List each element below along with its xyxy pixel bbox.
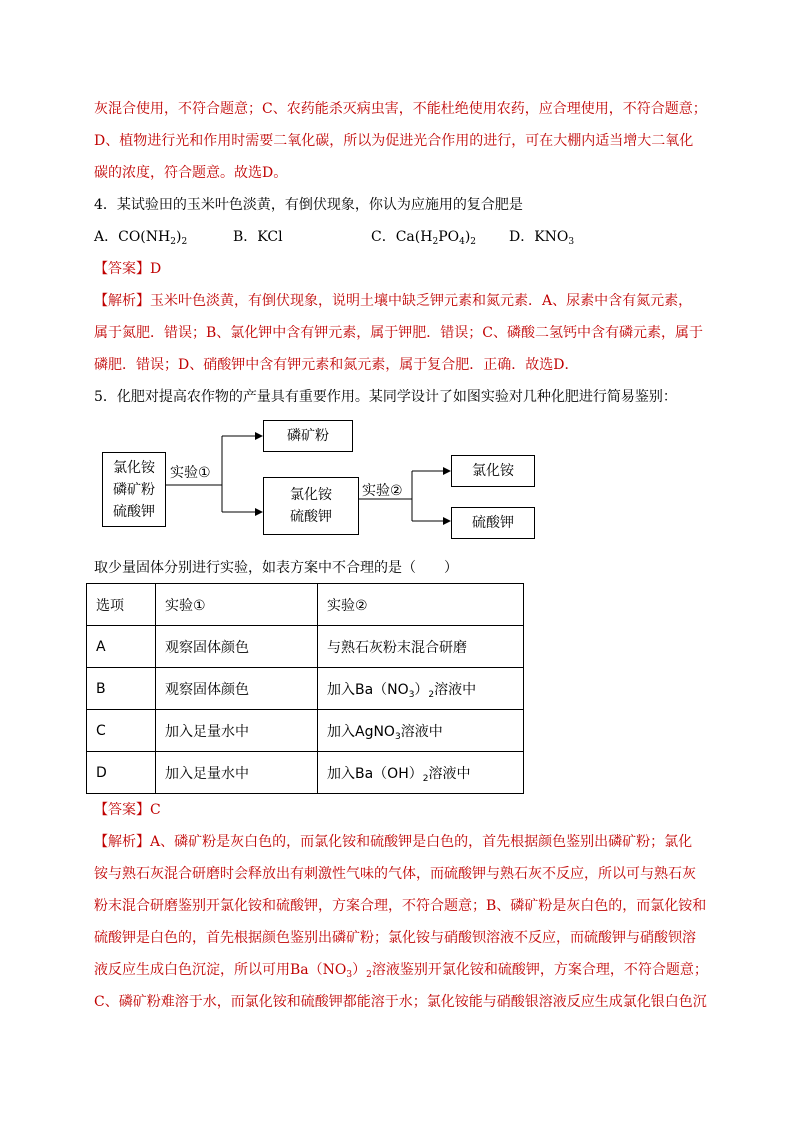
- diagram-phosphate-label: 磷矿粉: [287, 428, 329, 444]
- question-5-stem: 5．化肥对提高农作物的产量具有重要作用。某同学设计了如图实验对几种化肥进行简易鉴别：: [94, 389, 677, 405]
- question-5-analysis-line-6: C、磷矿粉难溶于水，而氯化铵和硫酸钾都能溶于水；氯化铵能与硝酸银溶液反应生成氯化银白色沉: [94, 994, 707, 1010]
- table-header-cell: 实验①: [156, 584, 318, 626]
- question-4-option-d: D．$KNO_3$: [509, 229, 575, 247]
- diagram-experiment-1-label: 实验①: [170, 465, 211, 481]
- question-5-analysis-line-2: 铵与熟石灰混合研磨时会释放出有刺激性气味的气体，而硫酸钾与熟石灰不反应，所以可与熟石灰: [94, 866, 696, 882]
- diagram-middle-item: 氯化铵: [290, 487, 332, 503]
- question-4-stem: 4．某试验田的玉米叶色淡黄，有倒伏现象，你认为应施用的复合肥是: [94, 197, 523, 213]
- question-4-option-b: B．KCl: [233, 229, 283, 245]
- table-header-cell: 选项: [87, 584, 156, 626]
- table-cell: D: [87, 752, 156, 794]
- question-4-analysis-line-1: 【解析】玉米叶色淡黄，有倒伏现象，说明土壤中缺乏钾元素和氮元素．A、尿素中含有氮元素，: [94, 293, 693, 309]
- experiment-table: [86, 583, 524, 794]
- question-5-analysis-line-3: 粉末混合研磨鉴别开氯化铵和硫酸钾，方案合理，不符合题意；B、磷矿粉是灰白色的，而氯化铵和: [94, 898, 707, 914]
- question-4-analysis-line-2: 属于氮肥．错误；B、氯化钾中含有钾元素，属于钾肥．错误；C、磷酸二氢钙中含有磷元素，属于: [94, 325, 703, 341]
- diagram-output-ammonium-box: [451, 455, 535, 487]
- diagram-output-ammonium-label: 氯化铵: [472, 463, 514, 479]
- question-4-answer: 【答案】D: [94, 261, 162, 277]
- diagram-start-box: [102, 452, 166, 527]
- question-5-analysis-line-1: 【解析】A、磷矿粉是灰白色的，而氯化铵和硫酸钾是白色的，首先根据颜色鉴别出磷矿粉；氯化: [94, 834, 693, 850]
- diagram-experiment-2-label: 实验②: [362, 483, 403, 499]
- question-5-analysis-line-5: 液反应生成白色沉淀，所以可用$Ba(NO_3)_2$溶液鉴别开氯化铵和硫酸钾，方案合理，不符合题意；: [94, 962, 708, 980]
- diagram-phosphate-box: [263, 420, 353, 452]
- table-cell: 加入足量水中: [156, 752, 318, 794]
- table-cell: 观察固体颜色: [156, 626, 318, 668]
- question-4-option-a: A．$CO(NH_2)_2$: [94, 229, 188, 247]
- table-cell: 加入$Ba(NO_3)_2$溶液中: [318, 668, 524, 710]
- table-cell: 加入AgNO$_3$溶液中: [318, 710, 524, 752]
- diagram-middle-item: 硫酸钾: [290, 509, 332, 525]
- prev-analysis-line-2: D、植物进行光和作用时需要二氧化碳，所以为促进光合作用的进行，可在大棚内适当增大二氧化: [94, 133, 694, 149]
- question-4-analysis-line-3: 磷肥．错误；D、硝酸钾中含有钾元素和氮元素，属于复合肥．正确．故选D．: [94, 357, 579, 373]
- table-cell: 加入$Ba(OH)_2$溶液中: [318, 752, 524, 794]
- diagram-output-potassium-box: [451, 507, 535, 539]
- table-cell: 与熟石灰粉末混合研磨: [318, 626, 524, 668]
- table-cell: A: [87, 626, 156, 668]
- table-row: [87, 626, 524, 668]
- prev-analysis-line-3: 碳的浓度，符合题意。故选D。: [94, 165, 288, 181]
- table-row: [87, 752, 524, 794]
- table-cell: C: [87, 710, 156, 752]
- diagram-start-item: 磷矿粉: [113, 481, 155, 498]
- table-cell: B: [87, 668, 156, 710]
- diagram-middle-box: [263, 477, 359, 535]
- table-header-row: [87, 584, 524, 626]
- question-5-prompt: 取少量固体分别进行实验，如表方案中不合理的是（ ）: [94, 560, 458, 576]
- diagram-start-item: 氯化铵: [113, 459, 155, 476]
- question-5-analysis-line-4: 硫酸钾是白色的，首先根据颜色鉴别出磷矿粉；氯化铵与硝酸钡溶液不反应，而硫酸钾与硝酸钡溶: [94, 930, 696, 946]
- table-row: [87, 710, 524, 752]
- table-cell: 观察固体颜色: [156, 668, 318, 710]
- diagram-start-item: 硫酸钾: [113, 503, 155, 520]
- question-5-answer: 【答案】C: [94, 802, 161, 818]
- prev-analysis-line-1: 灰混合使用，不符合题意；C、农药能杀灭病虫害，不能杜绝使用农药，应合理使用，不符合题意；: [94, 101, 707, 117]
- question-4-option-c: C．$Ca(H_2PO_4)_2$: [371, 229, 477, 247]
- table-row: [87, 668, 524, 710]
- table-cell: 加入足量水中: [156, 710, 318, 752]
- table-header-cell: 实验②: [318, 584, 524, 626]
- diagram-output-potassium-label: 硫酸钾: [472, 515, 514, 531]
